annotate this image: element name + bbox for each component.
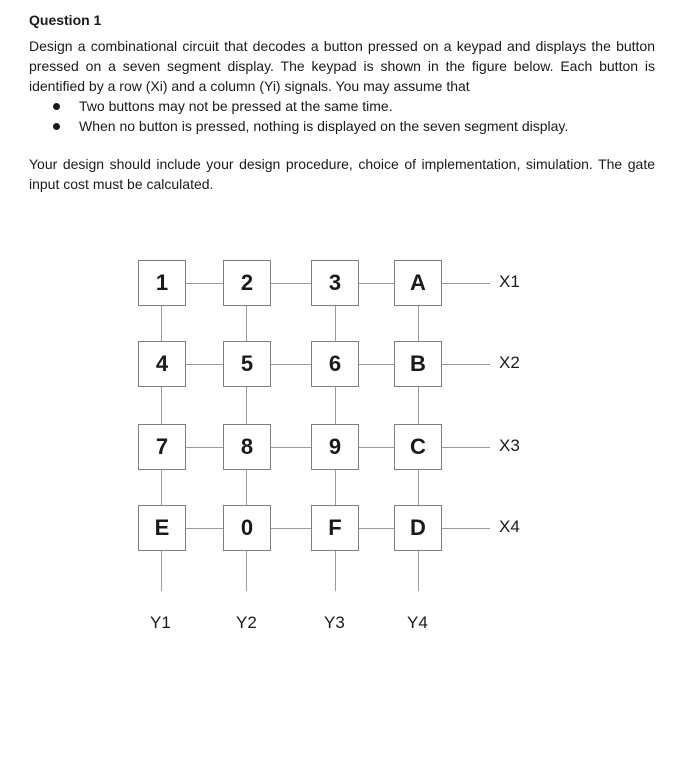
question-heading: Question 1 (29, 12, 102, 28)
keypad-key-2: 2 (223, 260, 271, 306)
column-label-y1: Y1 (150, 613, 171, 632)
keypad-key-9: 9 (311, 424, 359, 470)
assumption-item: When no button is pressed, nothing is displayed on the seven segment display. (29, 116, 655, 136)
column-label-y4: Y4 (407, 613, 428, 632)
keypad-key-a: A (394, 260, 442, 306)
keypad-key-4: 4 (138, 341, 186, 387)
column-label-y3: Y3 (324, 613, 345, 632)
keypad-key-3: 3 (311, 260, 359, 306)
row-label-x2: X2 (499, 353, 520, 372)
question-requirements: Your design should include your design procedure, choice of implementation, simulation. The gate input cost must be calculated. (29, 156, 655, 192)
keypad-key-f: F (311, 505, 359, 551)
keypad-key-c: C (394, 424, 442, 470)
keypad-key-e: E (138, 505, 186, 551)
row-label-x4: X4 (499, 517, 520, 536)
keypad-key-6: 6 (311, 341, 359, 387)
assumption-item: Two buttons may not be pressed at the same time. (29, 96, 655, 116)
keypad-key-1: 1 (138, 260, 186, 306)
keypad-key-5: 5 (223, 341, 271, 387)
keypad-key-b: B (394, 341, 442, 387)
keypad-key-8: 8 (223, 424, 271, 470)
question-intro: Design a combinational circuit that decodes a button pressed on a keypad and displays the button pressed on a seven segment display. The keypad is shown in the figure below. Each button is identified by a row (Xi) and a column (Yi) signals. You may assume that (29, 38, 655, 94)
column-label-y2: Y2 (236, 613, 257, 632)
row-label-x1: X1 (499, 272, 520, 291)
row-label-x3: X3 (499, 436, 520, 455)
keypad-key-7: 7 (138, 424, 186, 470)
keypad-key-0: 0 (223, 505, 271, 551)
keypad-key-d: D (394, 505, 442, 551)
